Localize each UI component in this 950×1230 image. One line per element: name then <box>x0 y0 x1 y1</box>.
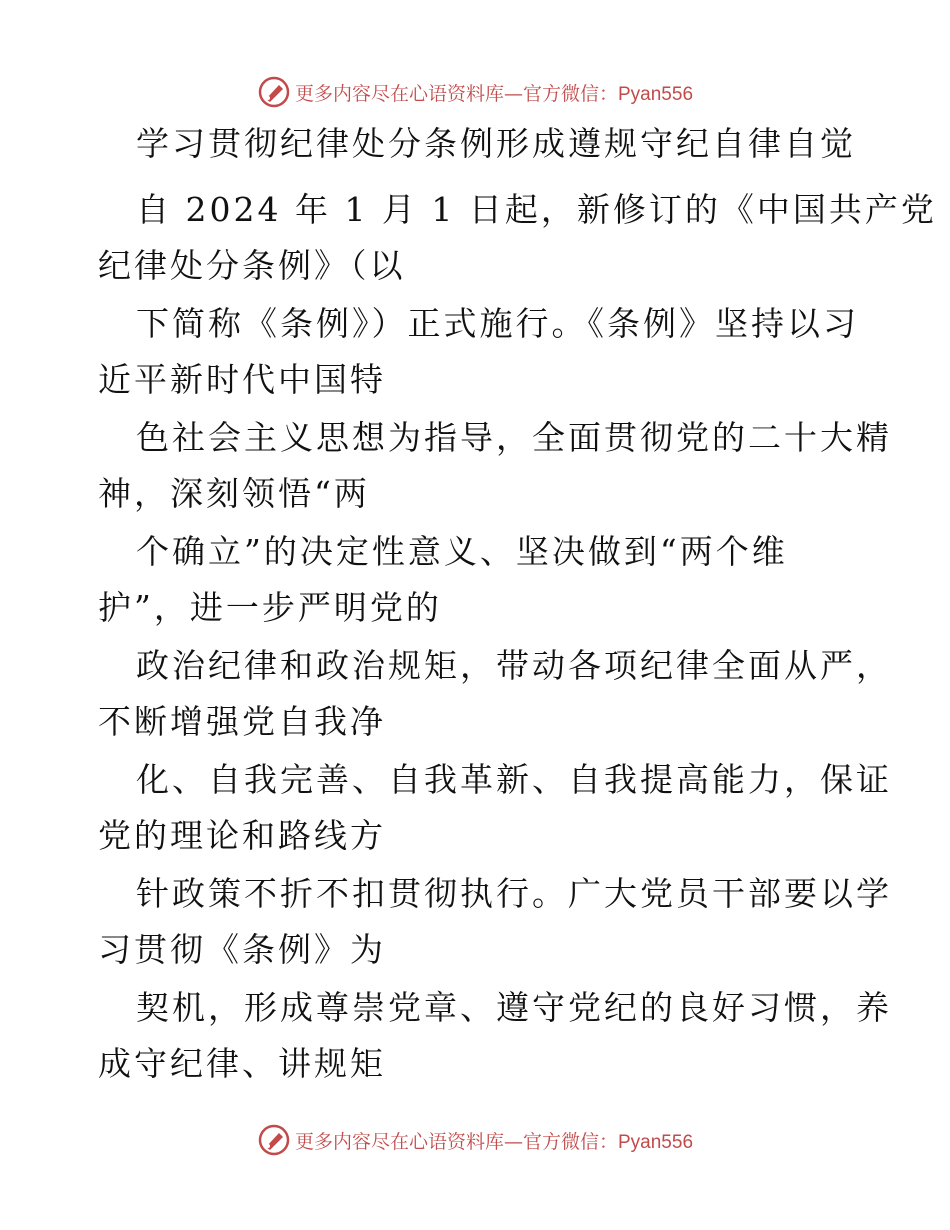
banner-title: 更多内容尽在心语资料库 <box>294 82 504 105</box>
text-line: 针政策不折不扣贯彻执行。广大党员干部要以学 <box>136 874 892 913</box>
header-banner <box>0 72 950 112</box>
banner-dash: — <box>503 1130 523 1153</box>
banner-text <box>295 1127 693 1154</box>
text-line: 纪律处分条例》（以 <box>98 246 406 285</box>
text-line: 近平新时代中国特 <box>98 360 386 399</box>
text-line: 色社会主义思想为指导，全面贯彻党的二十大精 <box>136 418 892 457</box>
document-title: 学习贯彻纪律处分条例形成遵规守纪自律自觉 <box>136 124 856 163</box>
banner-title: 更多内容尽在心语资料库 <box>294 1130 504 1153</box>
text-line: 契机，形成尊崇党章、遵守党纪的良好习惯，养 <box>136 988 892 1027</box>
text-line: 习贯彻《条例》为 <box>98 930 386 969</box>
pen-logo-icon <box>257 75 291 109</box>
footer-banner <box>0 1120 950 1160</box>
banner-contact-label: 官方微信： <box>522 1130 618 1153</box>
text-line: 神，深刻领悟“两 <box>98 474 370 513</box>
text-line: 自 2024 年 1 月 1 日起，新修订的《中国共产党 <box>136 190 937 229</box>
pen-logo-icon <box>257 1123 291 1157</box>
text-line: 化、自我完善、自我革新、自我提高能力，保证 <box>136 760 892 799</box>
text-line: 成守纪律、讲规矩 <box>98 1044 386 1083</box>
banner-contact-label: 官方微信： <box>522 82 618 105</box>
banner-text <box>295 79 693 106</box>
text-line: 个确立”的决定性意义、坚决做到“两个维 <box>136 532 788 571</box>
text-line: 不断增强党自我净 <box>98 702 386 741</box>
text-line: 下简称《条例》）正式施行。《条例》坚持以习 <box>136 304 859 343</box>
banner-contact-id: Pyan556 <box>618 1131 694 1153</box>
text-line: 政治纪律和政治规矩，带动各项纪律全面从严， <box>136 646 892 685</box>
text-line: 护”，进一步严明党的 <box>98 588 442 627</box>
text-line: 党的理论和路线方 <box>98 816 386 855</box>
banner-contact-id: Pyan556 <box>618 83 694 105</box>
banner-dash: — <box>503 82 523 105</box>
